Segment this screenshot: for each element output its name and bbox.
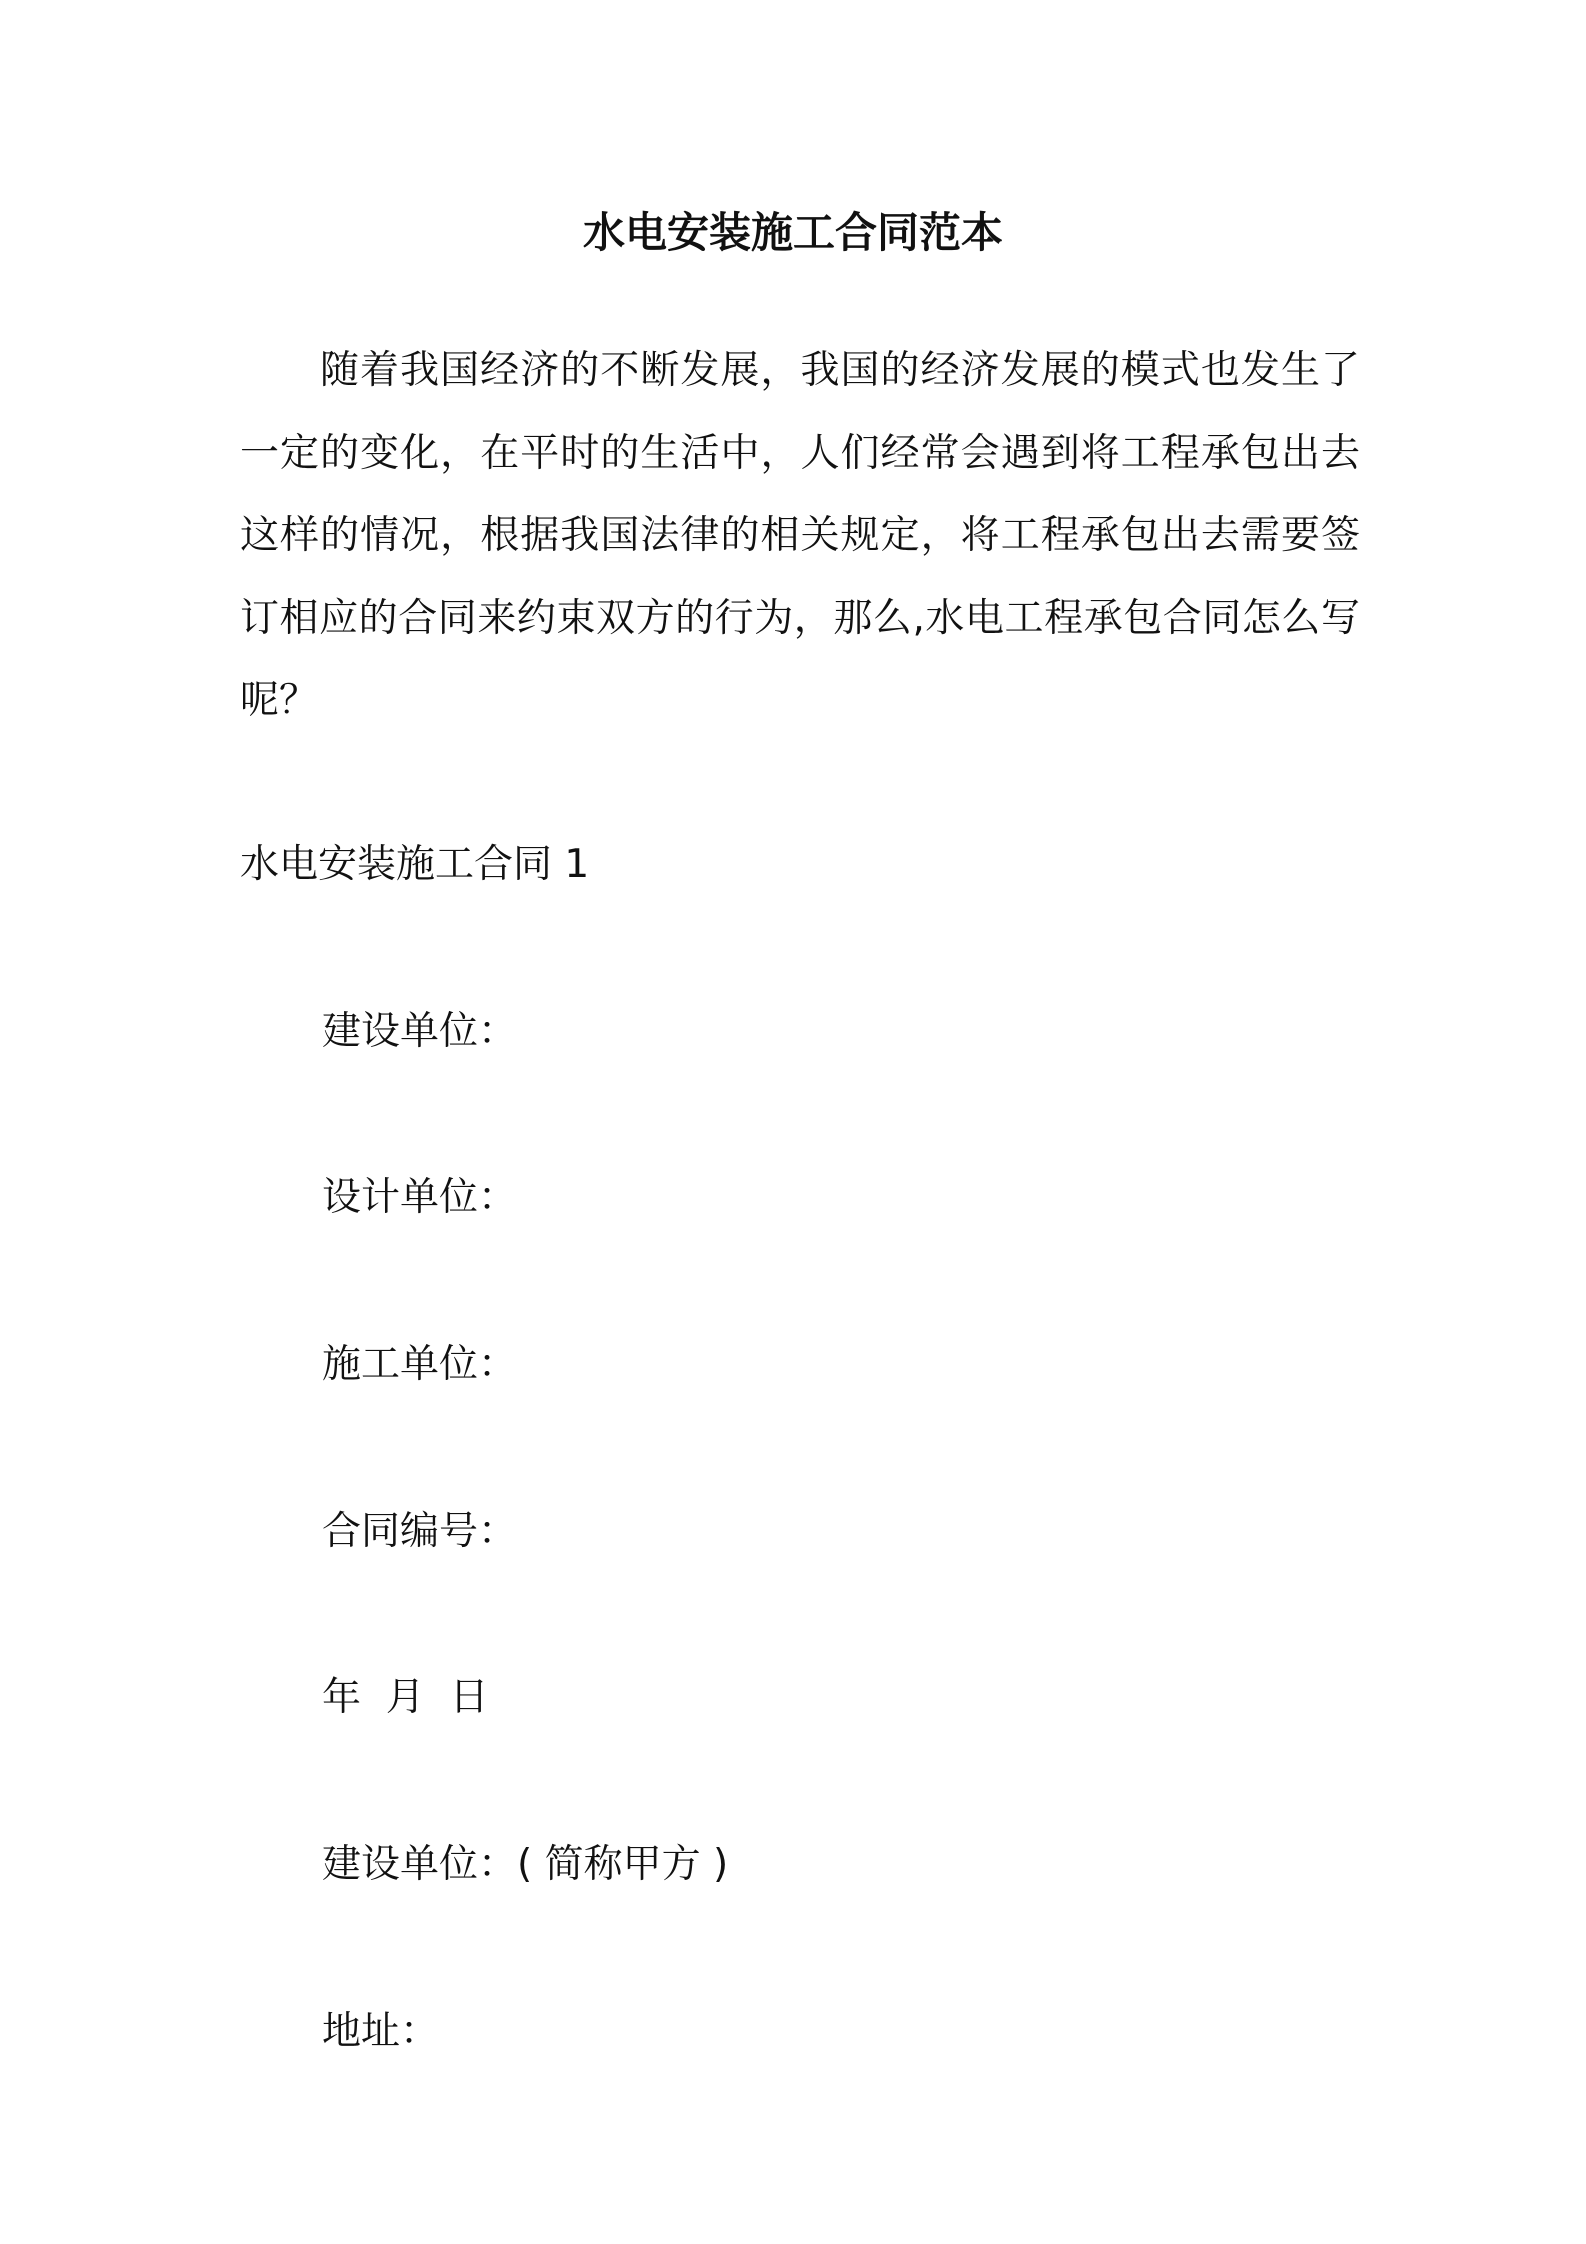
party-a-label: 建设单位：( 简称甲方 ) <box>322 1842 729 1887</box>
contract-number-label: 合同编号： <box>322 1509 518 1554</box>
design-unit-label: 设计单位： <box>322 1175 518 1220</box>
construction-unit-label: 建设单位： <box>322 1009 518 1054</box>
date-line: 年 月 日 <box>322 1675 489 1720</box>
document-title: 水电安装施工合同范本 <box>582 208 1003 257</box>
contractor-unit-label: 施工单位： <box>322 1342 518 1387</box>
section-heading: 水电安装施工合同 1 <box>240 842 590 887</box>
address-label: 地址： <box>322 2009 440 2054</box>
intro-paragraph: 随着我国经济的不断发展，我国的经济发展的模式也发生了一定的变化，在平时的生活中，人们经常会遇到将工程承包出去这样的情况，根据我国法律的相关规定，将工程承包出去需要签订相应的合同来约束双方的行为，那么,水电工程承包合同怎么写呢？ <box>240 348 1360 723</box>
